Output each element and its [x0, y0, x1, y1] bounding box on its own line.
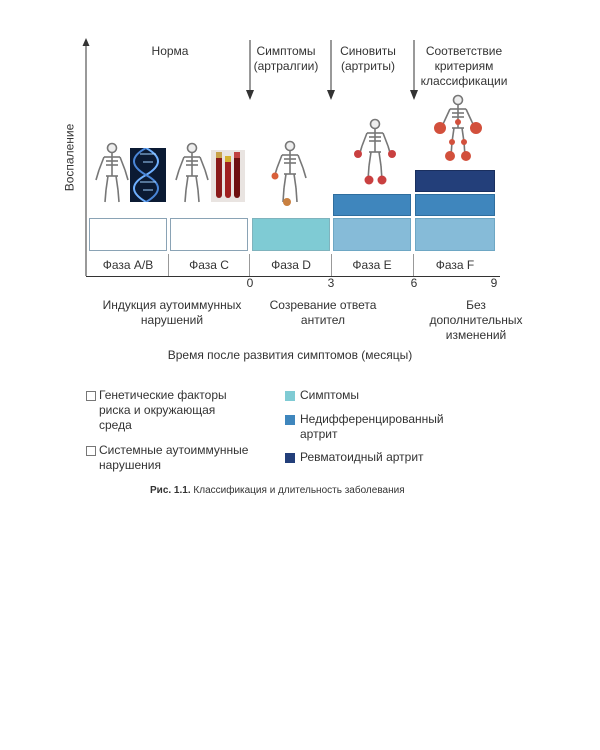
- figure-caption: [150, 485, 470, 497]
- phase-separator: [168, 254, 169, 276]
- label-norm: Норма: [151, 44, 189, 58]
- note-maturation: Созревание ответа антител: [269, 298, 377, 327]
- tick-label: 0: [246, 276, 254, 290]
- tick-label: 3: [327, 276, 335, 290]
- y-axis-label: Воспаление: [62, 123, 77, 192]
- legend-swatch-undiff: [285, 415, 295, 425]
- label-symptoms: Симптомы (артралгии): [253, 44, 319, 73]
- legend-swatch-genetic: [86, 391, 96, 401]
- arrow-criteria-icon: [408, 40, 420, 100]
- box-symptoms: [333, 218, 411, 251]
- skeleton-figure-icon: [270, 140, 310, 208]
- phase-label-d: Фаза D: [271, 258, 311, 272]
- x-axis-line: [86, 276, 500, 277]
- dna-image: [130, 148, 166, 202]
- legend-label-ra: Ревматоидный артрит: [300, 450, 424, 464]
- box-symptoms: [415, 218, 495, 251]
- legend-swatch-symptoms: [285, 391, 295, 401]
- label-synovitis: Синовиты (артриты): [340, 44, 396, 73]
- skeleton-figure-icon: [172, 142, 212, 206]
- tick-label: 6: [410, 276, 418, 290]
- legend-label-symptoms: Симптомы: [300, 388, 360, 402]
- legend-label-systemic: Системные аутоиммунные нарушения: [99, 443, 249, 472]
- box-systemic: [170, 218, 248, 251]
- phase-label-e: Фаза E: [352, 258, 392, 272]
- box-symptoms: [252, 218, 330, 251]
- phase-separator: [249, 254, 250, 276]
- label-criteria: Соответствие критериям классификации: [420, 44, 508, 88]
- caption-number: Рис. 1.1.: [150, 485, 191, 496]
- legend-swatch-ra: [285, 453, 295, 463]
- phase-label-f: Фаза F: [435, 258, 475, 272]
- note-induction: Индукция аутоиммунных нарушений: [102, 298, 242, 327]
- box-genetic: [89, 218, 167, 251]
- phase-label-ab: Фаза A/B: [102, 258, 154, 272]
- phase-label-c: Фаза C: [189, 258, 229, 272]
- box-ra: [415, 170, 495, 192]
- note-no-change: Без дополнительных изменений: [429, 298, 523, 342]
- legend-label-undiff: Недифференцированный артрит: [300, 412, 444, 441]
- caption-text: Классификация и длительность заболевания: [193, 485, 405, 496]
- blood-tubes-image: [211, 150, 245, 202]
- x-axis-label: Время после развития симптомов (месяцы): [167, 348, 413, 362]
- phase-separator: [413, 254, 414, 276]
- phase-separator: [331, 254, 332, 276]
- tick-label: 9: [490, 276, 498, 290]
- legend-label-genetic: Генетические факторы риска и окружающая среда: [99, 388, 227, 432]
- arrow-synovitis-icon: [325, 40, 337, 100]
- box-undiff-arthritis: [333, 194, 411, 216]
- box-undiff-arthritis: [415, 194, 495, 216]
- arrow-symptoms-icon: [244, 40, 256, 100]
- skeleton-figure-icon: [92, 142, 132, 206]
- skeleton-figure-icon: [352, 118, 398, 190]
- skeleton-figure-icon: [432, 94, 484, 168]
- legend-swatch-systemic: [86, 446, 96, 456]
